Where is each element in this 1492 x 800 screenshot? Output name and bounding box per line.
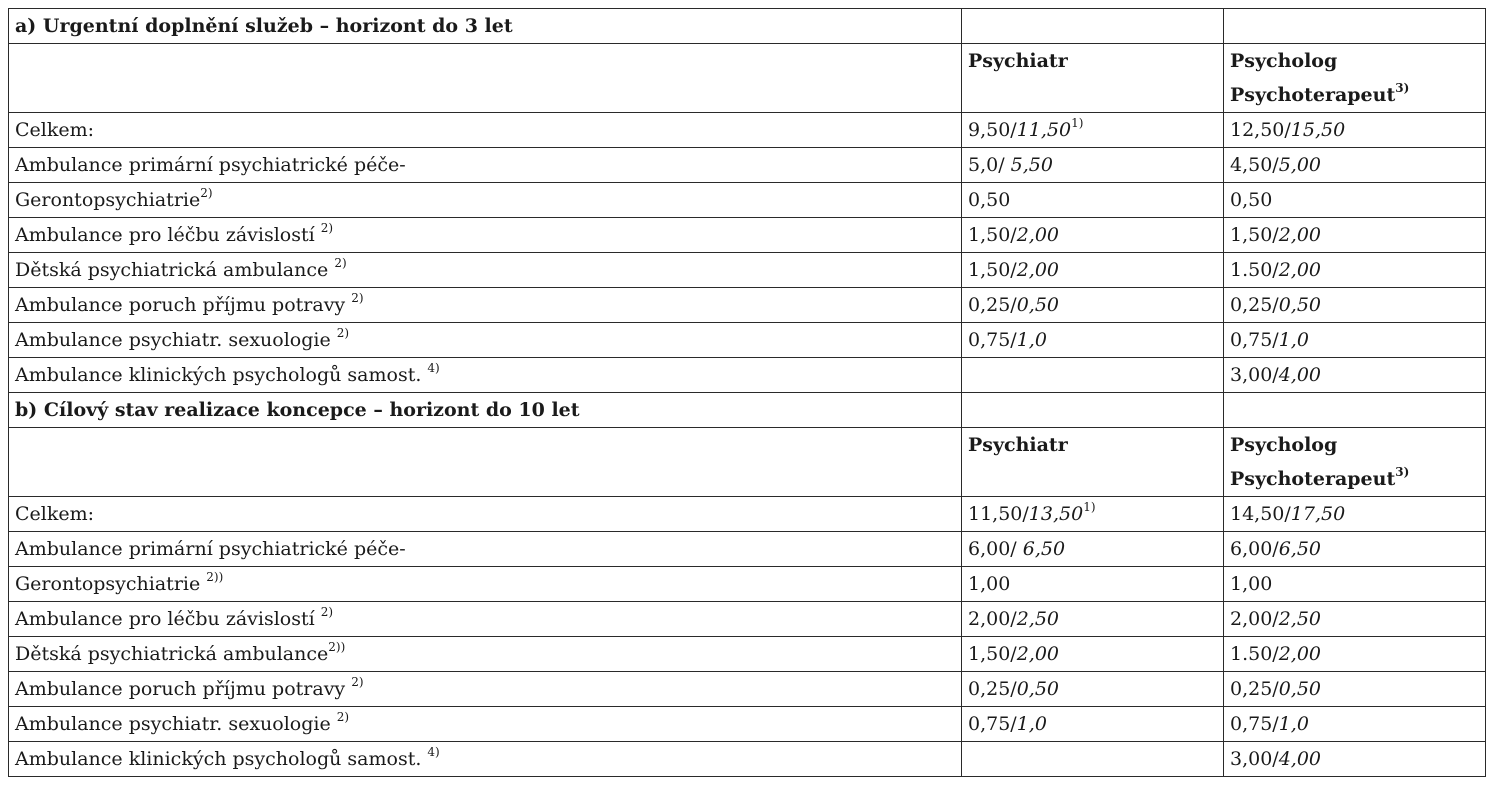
empty-cell: [1224, 393, 1486, 428]
psychiatr-value-plain: 11,50/: [968, 503, 1029, 525]
table-row: [9, 113, 1486, 148]
col-header-psycholog-line2: [1230, 78, 1485, 112]
row-label: Ambulance poruch příjmu potravy: [15, 294, 352, 316]
psychiatr-value-cell: [962, 637, 1224, 672]
psychiatr-value-italic: 0,50: [1016, 678, 1060, 700]
table-row: [9, 707, 1486, 742]
row-label: Celkem:: [15, 503, 95, 525]
psychiatr-value-cell: [962, 253, 1224, 288]
empty-cell: [1224, 9, 1486, 44]
col-header-psycholog-line2-text: Psychoterapeut: [1230, 84, 1396, 106]
psycholog-value-italic: 1,0: [1278, 329, 1309, 351]
psychiatr-value-cell: [962, 288, 1224, 323]
psycholog-value-cell: [1224, 183, 1486, 218]
table-row: [9, 497, 1486, 532]
psychiatr-value-italic: 2,00: [1016, 224, 1060, 246]
table-row: [9, 358, 1486, 393]
row-label: Ambulance pro léčbu závislostí: [15, 608, 321, 630]
row-label-cell: [9, 497, 962, 532]
psycholog-value-cell: [1224, 497, 1486, 532]
col-header-psycholog-line2: [1230, 462, 1485, 496]
psycholog-value-cell: [1224, 113, 1486, 148]
col-header-psychiatr: [962, 428, 1224, 497]
psychiatr-value-cell: [962, 497, 1224, 532]
psycholog-value-cell: [1224, 532, 1486, 567]
staffing-table: [8, 8, 1486, 777]
psycholog-value-cell: [1224, 567, 1486, 602]
psycholog-value-cell: [1224, 148, 1486, 183]
psychiatr-value-plain: 1,50/: [968, 259, 1017, 281]
psychiatr-value-cell: [962, 567, 1224, 602]
row-label-cell: [9, 532, 962, 567]
footnote-ref: 4): [427, 360, 440, 375]
table-row: [9, 218, 1486, 253]
psychiatr-value-plain: 1,50/: [968, 643, 1017, 665]
psychiatr-value-italic: 2,50: [1016, 608, 1060, 630]
psycholog-value-cell: [1224, 742, 1486, 777]
psychiatr-value-italic: 2,00: [1016, 643, 1060, 665]
psycholog-value-plain: 0,25/: [1230, 294, 1279, 316]
col-header-psycholog-line1: Psycholog: [1230, 434, 1338, 456]
psychiatr-value-cell: [962, 707, 1224, 742]
psycholog-value-plain: 12,50/: [1230, 119, 1291, 141]
psychiatr-value-cell: [962, 218, 1224, 253]
psycholog-value-italic: 4,00: [1278, 748, 1322, 770]
psycholog-value-cell: [1224, 253, 1486, 288]
row-label-cell: [9, 323, 962, 358]
psycholog-value-plain: 3,00/: [1230, 364, 1279, 386]
psychiatr-value-italic: 5,50: [1010, 154, 1053, 176]
psycholog-value-cell: [1224, 288, 1486, 323]
row-label: Ambulance primární psychiatrické péče-: [15, 154, 406, 176]
psychiatr-value-italic: 2,00: [1016, 259, 1060, 281]
psychiatr-value-italic: 11,50: [1016, 119, 1072, 141]
psychiatr-value-cell: [962, 183, 1224, 218]
footnote-ref: 2): [200, 185, 213, 200]
row-label: Ambulance pro léčbu závislostí: [15, 224, 321, 246]
psycholog-value-italic: 4,00: [1278, 364, 1322, 386]
psychiatr-value-plain: 5,0/: [968, 154, 1011, 176]
psychiatr-value-italic: 13,50: [1028, 503, 1084, 525]
psycholog-value-cell: [1224, 672, 1486, 707]
psycholog-value-plain: 2,00/: [1230, 608, 1279, 630]
psychiatr-value-plain: 9,50/: [968, 119, 1017, 141]
row-label-cell: [9, 567, 962, 602]
col-header-psycholog: [1224, 44, 1486, 113]
empty-cell: [9, 44, 962, 113]
empty-cell: [962, 393, 1224, 428]
psycholog-value-cell: [1224, 707, 1486, 742]
psycholog-value-plain: 6,00/: [1230, 538, 1279, 560]
footnote-ref: 3): [1395, 464, 1410, 479]
psycholog-value-italic: 2,50: [1278, 608, 1322, 630]
section-title: b) Cílový stav realizace koncepce – horizont do 10 let: [9, 393, 962, 428]
col-header-psychiatr: [962, 44, 1224, 113]
psycholog-value-italic: 2,00: [1278, 643, 1322, 665]
table-row: [9, 602, 1486, 637]
row-label: Gerontopsychiatrie: [15, 573, 207, 595]
footnote-ref: 1): [1071, 115, 1084, 130]
col-header-psycholog-line1: Psycholog: [1230, 50, 1338, 72]
psychiatr-value-italic: 1,0: [1016, 329, 1047, 351]
psycholog-value-plain: 0,50: [1230, 189, 1273, 211]
psychiatr-value-cell: [962, 148, 1224, 183]
footnote-ref: 2): [351, 290, 364, 305]
psychiatr-value-cell: [962, 358, 1224, 393]
psychiatr-value-cell: [962, 742, 1224, 777]
psychiatr-value-plain: 2,00/: [968, 608, 1017, 630]
footnote-ref: 2): [336, 709, 350, 724]
row-label: Dětská psychiatrická ambulance: [15, 643, 329, 665]
table-row: [9, 148, 1486, 183]
psycholog-value-italic: 0,50: [1278, 678, 1322, 700]
psychiatr-value-italic: 6,50: [1022, 538, 1066, 560]
row-label-cell: [9, 637, 962, 672]
psychiatr-value-plain: 6,00/: [968, 538, 1023, 560]
psychiatr-value-plain: 0,50: [968, 189, 1011, 211]
table-row: [9, 742, 1486, 777]
psycholog-value-plain: 0,75/: [1230, 713, 1279, 735]
psychiatr-value-plain: 0,75/: [968, 329, 1017, 351]
psycholog-value-plain: 1,00: [1230, 573, 1273, 595]
table-row: [9, 672, 1486, 707]
psycholog-value-italic: 6,50: [1278, 538, 1322, 560]
psychiatr-value-plain: 1,00: [968, 573, 1011, 595]
row-label-cell: [9, 672, 962, 707]
footnote-ref: 2): [320, 604, 334, 619]
col-header-psycholog: [1224, 428, 1486, 497]
row-label-cell: [9, 148, 962, 183]
table-row: [9, 253, 1486, 288]
col-header-psycholog-line2-text: Psychoterapeut: [1230, 468, 1396, 490]
psychiatr-value-plain: 0,25/: [968, 294, 1017, 316]
table-row: [9, 637, 1486, 672]
psychiatr-value-plain: 0,25/: [968, 678, 1017, 700]
col-header-psychiatr-label: Psychiatr: [968, 434, 1068, 456]
psycholog-value-cell: [1224, 323, 1486, 358]
psycholog-value-italic: 17,50: [1290, 503, 1346, 525]
psychiatr-value-cell: [962, 602, 1224, 637]
psychiatr-value-cell: [962, 532, 1224, 567]
footnote-ref: 2)): [206, 569, 224, 584]
row-label: Dětská psychiatrická ambulance: [15, 259, 335, 281]
psycholog-value-plain: 3,00/: [1230, 748, 1279, 770]
row-label: Ambulance klinických psychologů samost.: [15, 748, 428, 770]
column-header-row: [9, 44, 1486, 113]
row-label: Celkem:: [15, 119, 95, 141]
psycholog-value-plain: 14,50/: [1230, 503, 1291, 525]
psycholog-value-cell: [1224, 637, 1486, 672]
row-label: Gerontopsychiatrie: [15, 189, 201, 211]
table-row: [9, 288, 1486, 323]
row-label-cell: [9, 218, 962, 253]
psycholog-value-italic: 5,00: [1278, 154, 1322, 176]
table-row: [9, 532, 1486, 567]
psychiatr-value-cell: [962, 113, 1224, 148]
psychiatr-value-cell: [962, 672, 1224, 707]
row-label: Ambulance klinických psychologů samost.: [15, 364, 428, 386]
footnote-ref: 3): [1395, 80, 1410, 95]
psycholog-value-plain: 0,25/: [1230, 678, 1279, 700]
staffing-table-body: [9, 9, 1486, 777]
section-title-row: [9, 9, 1486, 44]
psychiatr-value-italic: 0,50: [1016, 294, 1060, 316]
empty-cell: [962, 9, 1224, 44]
footnote-ref: 2)): [328, 639, 346, 654]
psycholog-value-italic: 2,00: [1278, 224, 1322, 246]
psycholog-value-cell: [1224, 602, 1486, 637]
psychiatr-value-plain: 0,75/: [968, 713, 1017, 735]
table-row: [9, 183, 1486, 218]
empty-cell: [9, 428, 962, 497]
psycholog-value-italic: 15,50: [1290, 119, 1346, 141]
row-label-cell: [9, 707, 962, 742]
column-header-row: [9, 428, 1486, 497]
psycholog-value-plain: 4,50/: [1230, 154, 1279, 176]
psycholog-value-plain: 0,75/: [1230, 329, 1279, 351]
psycholog-value-cell: [1224, 218, 1486, 253]
psychiatr-value-cell: [962, 323, 1224, 358]
row-label: Ambulance poruch příjmu potravy: [15, 678, 352, 700]
psycholog-value-plain: 1.50/: [1230, 259, 1279, 281]
psycholog-value-plain: 1.50/: [1230, 643, 1279, 665]
row-label-cell: [9, 602, 962, 637]
psycholog-value-italic: 2,00: [1278, 259, 1322, 281]
row-label: Ambulance psychiatr. sexuologie: [15, 329, 337, 351]
row-label-cell: [9, 113, 962, 148]
section-title: a) Urgentní doplnění služeb – horizont do 3 let: [9, 9, 962, 44]
col-header-psychiatr-label: Psychiatr: [968, 50, 1068, 72]
table-row: [9, 567, 1486, 602]
footnote-ref: 2): [334, 255, 347, 270]
section-title-row: [9, 393, 1486, 428]
row-label: Ambulance primární psychiatrické péče-: [15, 538, 406, 560]
footnote-ref: 4): [427, 744, 440, 759]
row-label-cell: [9, 253, 962, 288]
psychiatr-value-italic: 1,0: [1016, 713, 1047, 735]
psychiatr-value-plain: 1,50/: [968, 224, 1017, 246]
footnote-ref: 1): [1083, 499, 1096, 514]
table-row: [9, 323, 1486, 358]
footnote-ref: 2): [320, 220, 334, 235]
row-label-cell: [9, 183, 962, 218]
row-label-cell: [9, 742, 962, 777]
psycholog-value-cell: [1224, 358, 1486, 393]
row-label-cell: [9, 288, 962, 323]
psycholog-value-italic: 0,50: [1278, 294, 1322, 316]
psycholog-value-plain: 1,50/: [1230, 224, 1279, 246]
psycholog-value-italic: 1,0: [1278, 713, 1309, 735]
footnote-ref: 2): [336, 325, 350, 340]
footnote-ref: 2): [351, 674, 364, 689]
row-label: Ambulance psychiatr. sexuologie: [15, 713, 337, 735]
row-label-cell: [9, 358, 962, 393]
